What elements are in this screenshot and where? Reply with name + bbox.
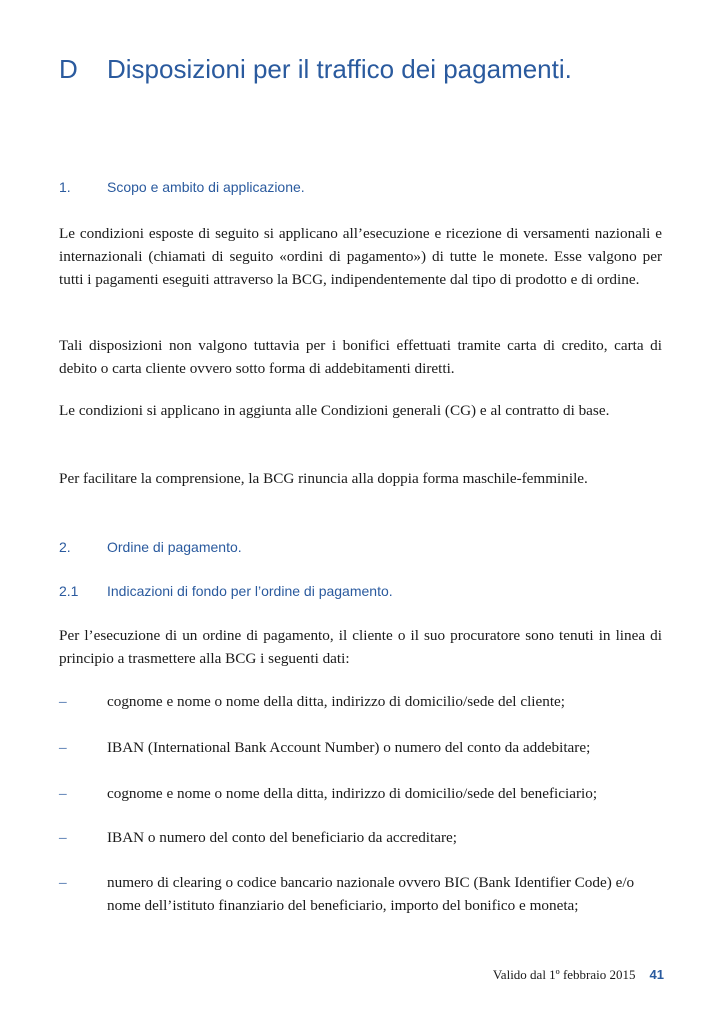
section-2-1-intro: Per l’esecuzione di un ordine di pagamento, il cliente o il suo procuratore sono tenuti in linea di principio a trasmettere alla BCG i seguenti dati: <box>59 627 662 667</box>
section-1-paragraph-1: Le condizioni esposte di seguito si applicano all’esecuzione e ricezione di versamenti nazionali e internazionali (chiamati di seguito «ordini di pagamento») di tutte le monete. Esse valgono per tutti i pagamenti eseguiti attraverso la BCG, indipendentemente dal tipo di prodotto e di ordine. <box>59 225 662 288</box>
section-2-number: 2. <box>59 539 71 555</box>
section-2-title: Ordine di pagamento. <box>107 539 242 555</box>
chapter-title: Disposizioni per il traffico dei pagamenti. <box>107 54 572 84</box>
list-item-text: numero di clearing o codice bancario nazionale ovvero BIC (Bank Identifier Code) e/o nome dell’istituto finanziario del beneficiario, importo del bonifico e moneta; <box>107 874 635 914</box>
list-item <box>59 782 662 805</box>
chapter-heading <box>59 54 572 85</box>
list-item <box>59 690 662 713</box>
dash-bullet: – <box>59 739 67 756</box>
page-number: 41 <box>649 967 664 982</box>
section-2-1-heading <box>59 583 393 599</box>
list-item <box>59 871 662 917</box>
list-item-text: IBAN (International Bank Account Number) o numero del conto da addebitare; <box>107 739 591 756</box>
section-1-paragraph-4: Per facilitare la comprensione, la BCG rinuncia alla doppia forma maschile-femminile. <box>59 470 588 487</box>
section-1-heading <box>59 179 305 195</box>
dash-bullet: – <box>59 785 67 802</box>
dash-bullet: – <box>59 829 67 846</box>
section-2-heading <box>59 539 242 555</box>
section-1-title: Scopo e ambito di applicazione. <box>107 179 305 195</box>
section-2-1-number: 2.1 <box>59 583 79 599</box>
section-1-paragraph-2: Tali disposizioni non valgono tuttavia per i bonifici effettuati tramite carta di credito, carta di debito o carta cliente ovvero sotto forma di addebitamenti diretti. <box>59 337 662 377</box>
list-item <box>59 826 662 849</box>
list-item <box>59 736 662 759</box>
list-item-text: IBAN o numero del conto del beneficiario da accreditare; <box>107 829 458 846</box>
validity-note: Valido dal 1º febbraio 2015 <box>492 967 636 982</box>
chapter-letter: D <box>59 54 78 84</box>
dash-bullet: – <box>59 693 67 710</box>
page-footer <box>493 967 664 983</box>
section-1-number: 1. <box>59 179 71 195</box>
list-item-text: cognome e nome o nome della ditta, indirizzo di domicilio/sede del beneficiario; <box>107 785 598 802</box>
dash-bullet: – <box>59 874 67 891</box>
section-1-paragraph-3: Le condizioni si applicano in aggiunta alle Condizioni generali (CG) e al contratto di base. <box>59 402 610 419</box>
section-2-1-title: Indicazioni di fondo per l’ordine di pagamento. <box>107 583 393 599</box>
list-item-text: cognome e nome o nome della ditta, indirizzo di domicilio/sede del cliente; <box>107 693 566 710</box>
